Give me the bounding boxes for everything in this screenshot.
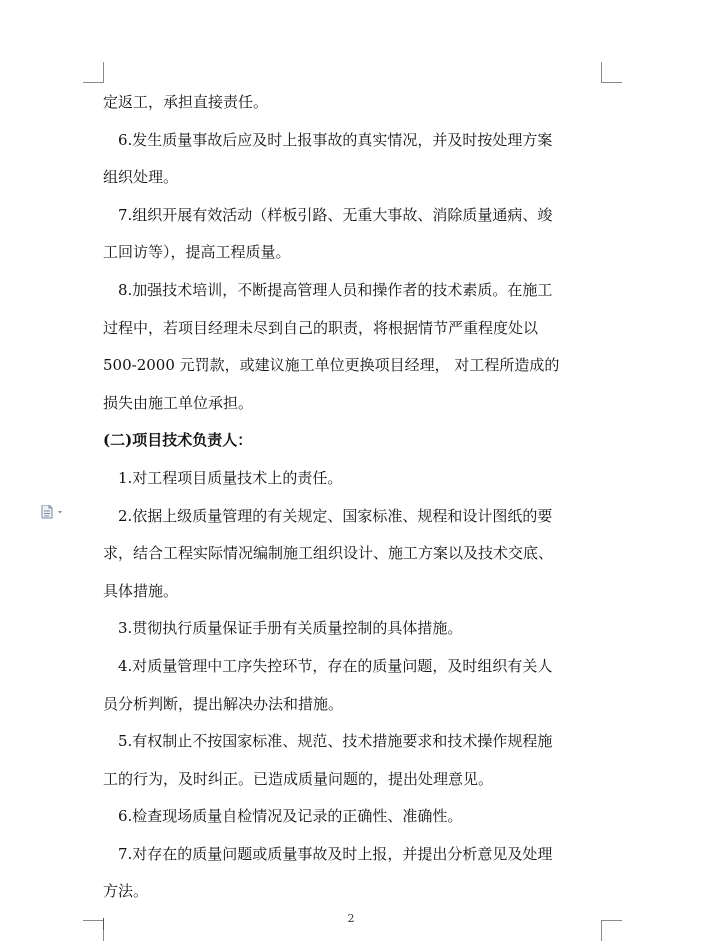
crop-mark-top-right [601, 62, 622, 83]
text-line: 7.组织开展有效活动（样板引路、无重大事故、消除质量通病、竣 [118, 205, 553, 224]
text-line: 员分析判断，提出解决办法和措施。 [103, 694, 344, 713]
text-line: 6.发生质量事故后应及时上报事故的真实情况，并及时按处理方案 [118, 130, 553, 149]
text-line: 1.对工程项目质量技术上的责任。 [118, 468, 343, 487]
text-line: 4.对质量管理中工序失控环节，存在的质量问题，及时组织有关人 [118, 656, 553, 675]
crop-mark-bottom-left [83, 920, 104, 941]
text-line: 损失由施工单位承担。 [103, 393, 254, 412]
text-line: 过程中，若项目经理未尽到自己的职责，将根据情节严重程度处以 [103, 318, 539, 337]
document-body[interactable] [103, 84, 601, 911]
text-line: 方法。 [103, 882, 149, 901]
text-line: 3.贯彻执行质量保证手册有关质量控制的具体措施。 [118, 619, 463, 638]
text-line: 500-2000 元罚款，或建议施工单位更换项目经理， 对工程所造成的 [103, 356, 560, 375]
text-line: 求，结合工程实际情况编制施工组织设计、施工方案以及技术交底、 [103, 544, 554, 563]
section-heading: (二)项目技术负责人： [103, 431, 253, 450]
text-cursor [103, 918, 104, 930]
text-line: 7.对存在的质量问题或质量事故及时上报，并提出分析意见及处理 [118, 844, 553, 863]
text-line: 2.依据上级质量管理的有关规定、国家标准、规程和设计图纸的要 [118, 506, 553, 525]
crop-mark-bottom-right [601, 920, 622, 941]
text-line: 6.检查现场质量自检情况及记录的正确性、准确性。 [118, 807, 463, 826]
text-line: 5.有权制止不按国家标准、规范、技术措施要求和技术操作规程施 [118, 732, 553, 751]
text-line: 工回访等），提高工程质量。 [103, 243, 291, 262]
text-line: 定返工，承担直接责任。 [103, 93, 269, 111]
crop-mark-top-left [83, 62, 104, 83]
text-line: 工的行为，及时纠正。已造成质量问题的，提出处理意见。 [103, 769, 494, 788]
page-number: 2 [347, 912, 355, 925]
paragraph-options-icon[interactable] [40, 504, 66, 518]
text-line: 具体措施。 [103, 581, 179, 600]
text-line: 8.加强技术培训，不断提高管理人员和操作者的技术素质。在施工 [118, 280, 553, 299]
text-line: 组织处理。 [103, 168, 179, 187]
